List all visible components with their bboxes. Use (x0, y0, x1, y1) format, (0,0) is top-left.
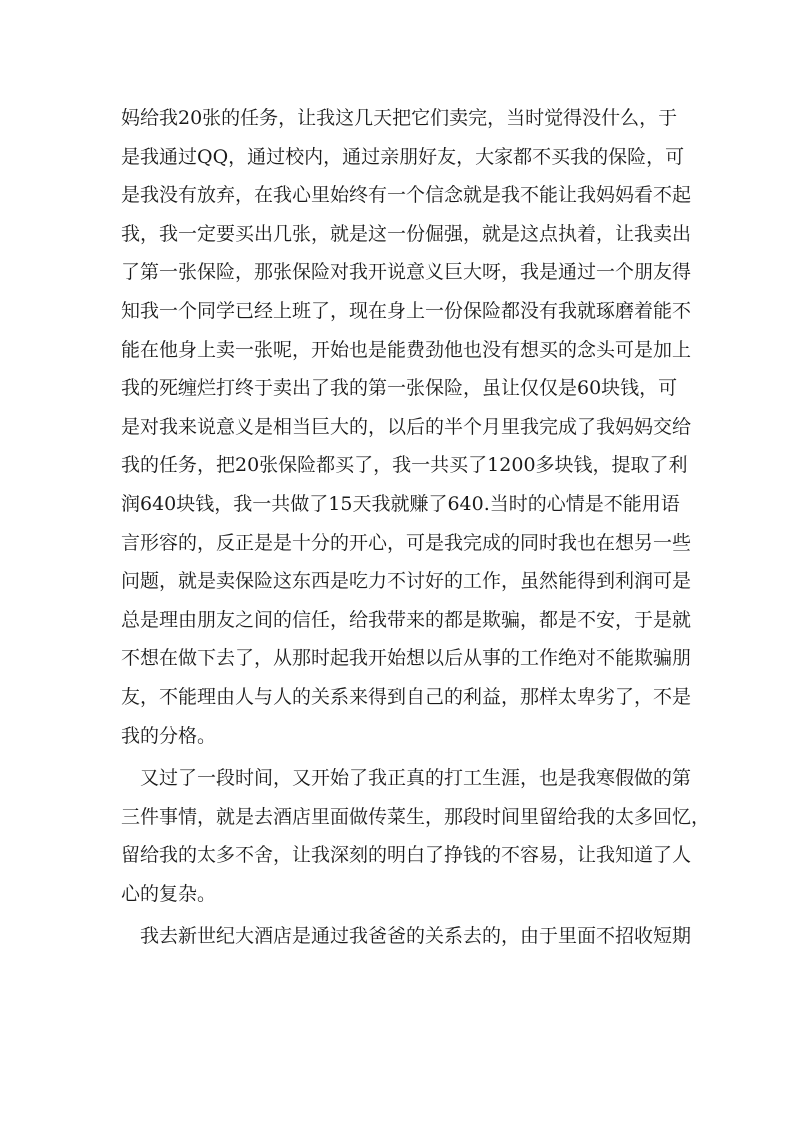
text-line: 我，我一定要买出几张，就是这一份倔强，就是这点执着，让我卖出 (121, 222, 692, 245)
text-line: 不想在做下去了，从那时起我开始想以后从事的工作绝对不能欺骗朋 (121, 647, 692, 670)
text-line: 三件事情，就是去酒店里面做传菜生，那段时间里留给我的太多回忆， (121, 805, 711, 828)
text-line: 心的复杂。 (121, 882, 217, 905)
paragraph-1 (121, 99, 692, 755)
text-line: 是我通过QQ，通过校内，通过亲朋好友，大家都不买我的保险，可 (121, 145, 685, 168)
text-line: 我的任务，把20张保险都买了，我一共买了1200多块钱，提取了利 (121, 454, 688, 477)
paragraph-3 (121, 917, 692, 956)
text-line: 润640块钱，我一共做了15天我就赚了640.当时的心情是不能用语 (121, 492, 680, 515)
text-line: 能在他身上卖一张呢，开始也是能费劲他也没有想买的念头可是加上 (121, 338, 692, 361)
text-line: 是对我来说意义是相当巨大的，以后的半个月里我完成了我妈妈交给 (121, 415, 692, 438)
text-line: 我的死缠烂打终于卖出了我的第一张保险，虽让仅仅是60块钱，可 (121, 377, 678, 400)
text-line: 又过了一段时间，又开始了我正真的打工生涯，也是我寒假做的第 (140, 767, 692, 790)
body-text (121, 99, 711, 956)
text-line: 总是理由朋友之间的信任，给我带来的都是欺骗，都是不安，于是就 (121, 608, 692, 631)
text-line: 妈给我20张的任务，让我这几天把它们卖完，当时觉得没什么，于 (121, 107, 678, 129)
text-line: 问题，就是卖保险这东西是吃力不讨好的工作，虽然能得到利润可是 (121, 570, 692, 593)
text-line: 留给我的太多不舍，让我深刻的明白了挣钱的不容易，让我知道了人 (121, 844, 692, 867)
text-line: 我去新世纪大酒店是通过我爸爸的关系去的，由于里面不招收短期 (140, 925, 692, 948)
text-line: 是我没有放弃，在我心里始终有一个信念就是我不能让我妈妈看不起 (121, 184, 692, 207)
text-line: 我的分格。 (121, 724, 217, 747)
text-line: 了第一张保险，那张保险对我开说意义巨大呀，我是通过一个朋友得 (121, 261, 692, 284)
text-line: 友，不能理由人与人的关系来得到自己的利益，那样太卑劣了，不是 (121, 685, 692, 708)
text-line: 知我一个同学已经上班了，现在身上一份保险都没有我就琢磨着能不 (121, 299, 692, 322)
paragraph-2 (121, 759, 711, 913)
text-line: 言形容的，反正是是十分的开心，可是我完成的同时我也在想另一些 (121, 531, 692, 554)
